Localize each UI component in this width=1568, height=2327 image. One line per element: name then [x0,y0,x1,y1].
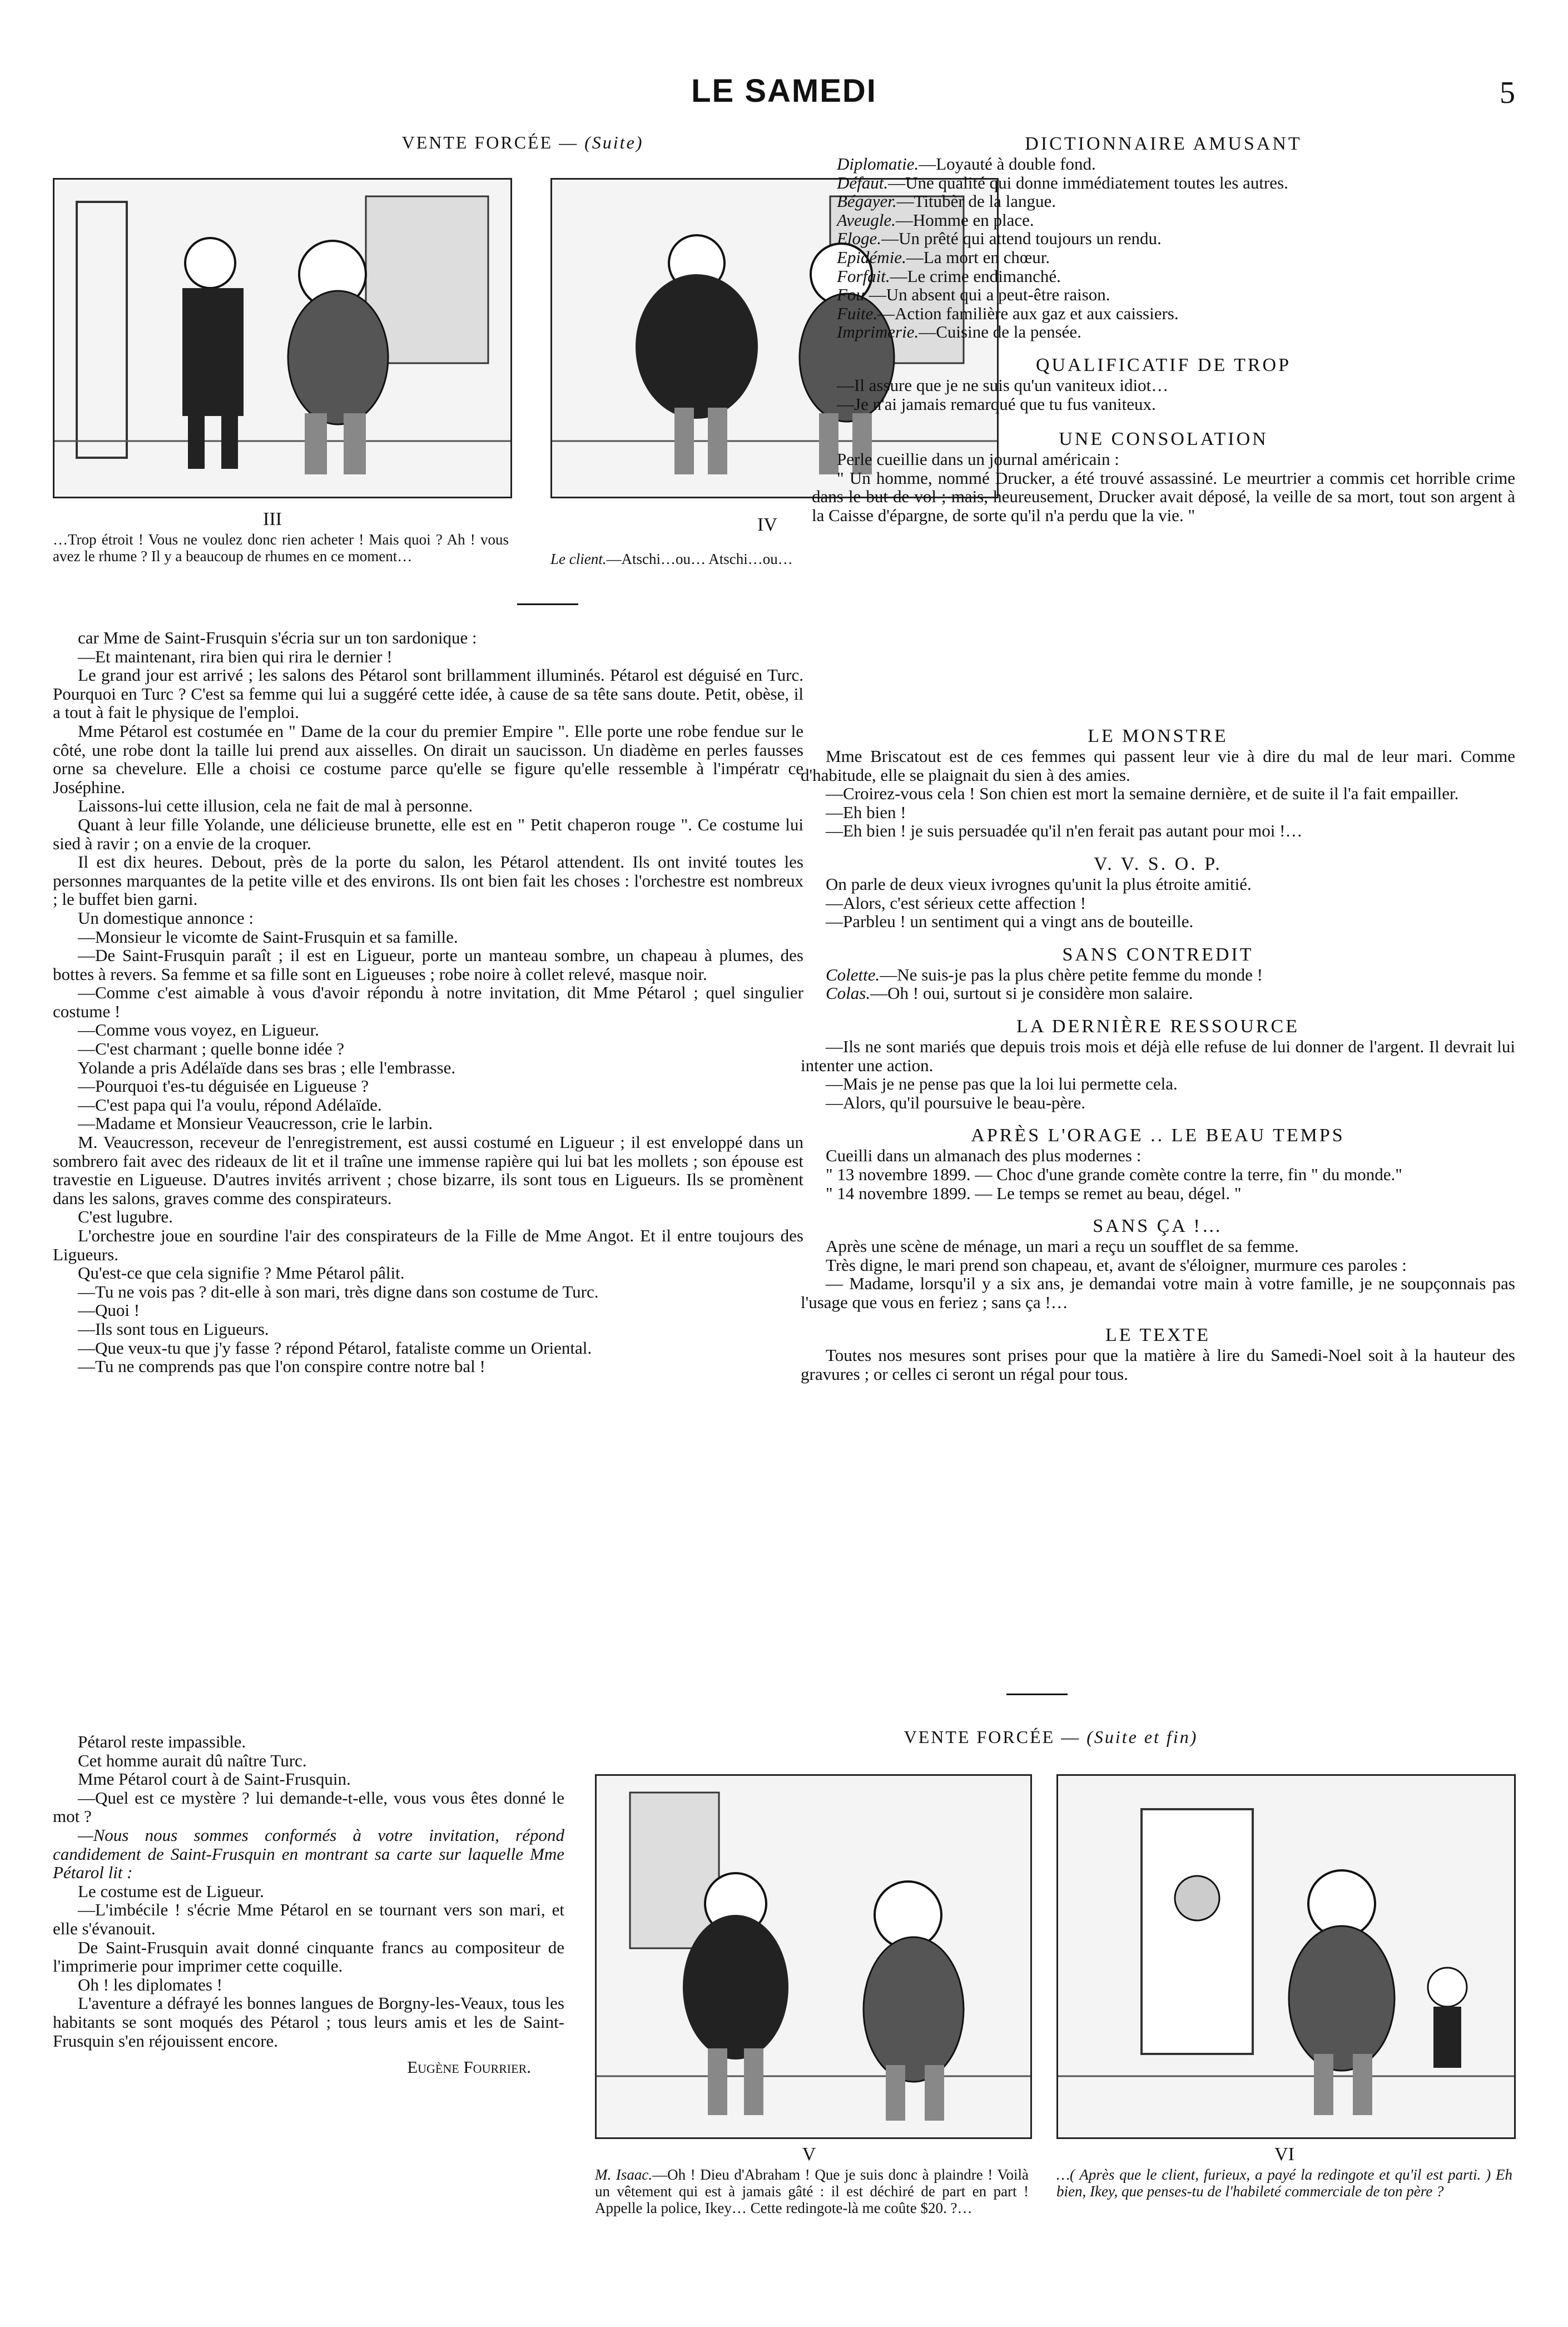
section-title: UNE CONSOLATION [1059,429,1268,450]
panel-6-number: VI [1274,2144,1294,2165]
story-paragraph: —Et maintenant, rira bien qui rira le dernier ! [78,646,393,666]
dictionary-entry: Forfait.—Le crime endimanché. [837,266,1061,286]
panel-6-caption: …( Après que le client, furieux, a payé la redingote et qu'il est parti. ) Eh bien, Ikey, que penses-tu de l'habileté commerciale de ton père ? [1056,2166,1512,2200]
story-paragraph: Pétarol reste impassible. [78,1732,246,1751]
section-line: " Un homme, nommé Drucker, a été trouvé assassiné. Le meurtrier a commis cet horrible crime dans le but de vol ; mais, heureusement, Drucker avait déposé, la veille de sa mort, tout son argent à la Caisse d'épargne, de sorte qu'il n'a perdu que la vie. " [812,468,1515,525]
dictionary-entry: Eloge.—Un prêté qui attend toujours un rendu. [837,229,1162,249]
story-paragraph: Il est dix heures. Debout, près de la porte du salon, les Pétarol attendent. Ils ont invité toutes les personnes marquantes de la petite ville et des environs. Ils ont bien fait les choses : l'orchestre est nombreux ; le buffet bien garni. [53,852,803,909]
story-paragraph: L'orchestre joue en sourdine l'air des conspirateurs de la Fille de Mme Angot. Et il entre toujours des Ligueurs. [53,1226,803,1264]
section-title: SANS ÇA !… [1093,1216,1223,1237]
panel-5-caption: M. Isaac.—Oh ! Dieu d'Abraham ! Que je suis donc à plaindre ! Voilà un vêtement qui est à jamais gâté : il est déchiré de part en part ! Appelle la police, Ikey… Cette redingote-là me coûte $20. ?… [595,2166,1029,2216]
section-line: Colas.—Oh ! oui, surtout si je considère mon salaire. [826,983,1193,1003]
cartoon-illustration [54,180,510,497]
cartoon-illustration [1058,1776,1514,2137]
section-line: — Madame, lorsqu'il y a six ans, je demandai votre main à votre famille, je ne soupçonnais pas l'usage que vous en feriez ; sans ça !… [801,1274,1515,1312]
story-paragraph: —Nous nous sommes conformés à votre invitation, répond candidement de Saint-Frusquin en montrant sa carte sur laquelle Mme Pétarol lit : [53,1825,564,1883]
section-line: —Il assure que je ne suis qu'un vaniteux idiot… [837,375,1169,395]
story-paragraph: —Tu ne comprends pas que l'on conspire contre notre bal ! [78,1356,485,1377]
section-line: —Je n'ai jamais remarqué que tu fus vaniteux. [837,394,1156,414]
dictionary-entry: Aveugle.—Homme en place. [837,210,1034,230]
section-line: —Eh bien ! je suis persuadée qu'il n'en ferait pas autant pour moi !… [826,821,1303,841]
section-title: LE TEXTE [1105,1325,1211,1346]
section-title: V. V. S. O. P. [1094,853,1222,874]
section-line: On parle de deux vieux ivrognes qu'unit la plus étroite amitié. [826,874,1252,894]
section-line: —Croirez-vous cela ! Son chien est mort la semaine dernière, et de suite il l'a fait empailler. [826,784,1459,804]
section-line: —Alors, c'est sérieux cette affection ! [826,893,1086,913]
story-paragraph: —Comme c'est aimable à vous d'avoir répondu à notre invitation, dit Mme Pétarol ; quel singulier costume ! [53,983,803,1021]
divider [517,603,578,605]
section-line: " 13 novembre 1899. — Choc d'une grande comète contre la terre, fin " du monde." [826,1164,1402,1184]
dictionary-entry: Bégayer.—Titubèr de la langue. [837,191,1056,211]
story-paragraph: —Tu ne vois pas ? dit-elle à son mari, très digne dans son costume de Turc. [78,1281,599,1301]
story-paragraph: M. Veaucresson, receveur de l'enregistrement, est aussi costumé en Ligueur ; il est enveloppé dans un sombrero fait avec des rideaux de lit et il traîne une immense rapière qui lui bat les mollets ; son épouse est travestie en Ligueuse. D'autres invités arrivent ; chose bizarre, ils sont tous en Ligueurs. Ils se promènent dans les salons, graves comme des conspirateurs. [53,1132,803,1208]
story-paragraph: Un domestique annonce : [78,908,254,928]
story-paragraph: —Pourquoi t'es-tu déguisée en Ligueuse ? [78,1076,369,1096]
section-line: Cueilli dans un almanach des plus modernes : [826,1146,1142,1166]
bottom-cartoon-title: VENTE FORCÉE — (Suite et fin) [904,1727,1198,1747]
section-title: QUALIFICATIF DE TROP [1035,354,1292,375]
section-title: APRÈS L'ORAGE .. LE BEAU TEMPS [971,1125,1345,1146]
story-column-narrow [53,1732,564,2077]
section-line: —Parbleu ! un sentiment qui a vingt ans de bouteille. [826,912,1194,932]
dictionary-entry: Fou.—Un absent qui a peut-être raison. [837,285,1110,305]
section-title: DICTIONNAIRE AMUSANT [1025,133,1302,154]
story-paragraph: Mme Pétarol est costumée en " Dame de la cour du premier Empire ". Elle porte une robe fendue sur le côté, une robe dont la taille lui prend aux aisselles. On dirait un saucisson. Un diadème en perles fausses orne sa chevelure. Elle a choisi ce costume parce qu'elle se figure qu'elle ressemble à l'impératr ce Joséphine. [53,721,803,797]
panel-4-number: IV [757,514,777,535]
story-paragraph: —De Saint-Frusquin paraît ; il est en Ligueur, porte un manteau sombre, un chapeau à plumes, des bottes à revers. Sa femme et sa fille sont en Ligueuses ; robe noire à collet relevé, masque noir. [53,945,803,984]
story-paragraph: —C'est papa qui l'a voulu, répond Adélaïde. [78,1095,382,1115]
dictionary-entry: Diplomatie.—Loyauté à double fond. [837,154,1096,174]
story-paragraph: Qu'est-ce que cela signifie ? Mme Pétarol pâlit. [78,1263,405,1283]
story-paragraph: —Madame et Monsieur Veaucresson, crie le larbin. [78,1113,433,1133]
section-line: Très digne, le mari prend son chapeau, et, avant de s'éloigner, murmure ces paroles : [826,1255,1407,1275]
dictionary-entry: Imprimerie.—Cuisine de la pensée. [837,322,1081,342]
story-paragraph: De Saint-Frusquin avait donné cinquante francs au compositeur de l'imprimerie pour imprimer cette coquille. [53,1937,564,1976]
story-paragraph: —C'est charmant ; quelle bonne idée ? [78,1039,345,1059]
cartoon-panel-6 [1056,1774,1516,2139]
section-line: Après une scène de ménage, un mari a reçu un soufflet de sa femme. [826,1236,1299,1256]
top-cartoon-title: VENTE FORCÉE — (Suite) [401,132,644,152]
story-paragraph: Mme Pétarol court à de Saint-Frusquin. [78,1769,351,1789]
story-paragraph: —Que veux-tu que j'y fasse ? répond Pétarol, fataliste comme un Oriental. [78,1338,592,1358]
cartoon-panel-3 [53,178,512,498]
story-paragraph: Quant à leur fille Yolande, une délicieuse brunette, elle est en " Petit chaperon rouge ". Ce costume lui sied à ravir ; on a envie de la croquer. [53,814,803,853]
story-paragraph: —Quel est ce mystère ? lui demande-t-elle, vous vous êtes donné le mot ? [53,1788,564,1826]
right-column-wide [801,726,1515,1384]
story-paragraph: Cet homme aurait dû naître Turc. [78,1750,307,1770]
story-paragraph: —Ils sont tous en Ligueurs. [78,1319,269,1339]
story-paragraph: Le grand jour est arrivé ; les salons des Pétarol sont brillamment illuminés. Pétarol est déguisé en Turc. Pourquoi en Turc ? C'est sa femme qui lui a suggéré cette idée, à cause de sa tête sans doute. Petit, obèse, il a tout à fait le physique de l'emploi. [53,665,803,722]
section-title: SANS CONTREDIT [1062,944,1254,965]
story-paragraph: car Mme de Saint-Frusquin s'écria sur un ton sardonique : [78,628,477,647]
divider [1006,1694,1068,1695]
story-paragraph: —Monsieur le vicomte de Saint-Frusquin et sa famille. [78,927,458,947]
story-paragraph: —Quoi ! [78,1300,140,1320]
story-paragraph: Oh ! les diplomates ! [78,1974,223,1994]
section-line: " 14 novembre 1899. — Le temps se remet au beau, dégel. " [826,1183,1242,1203]
story-paragraph: Le costume est de Ligueur. [78,1881,264,1901]
story-paragraph: C'est lugubre. [78,1207,173,1227]
section-title: LA DERNIÈRE RESSOURCE [1016,1016,1300,1037]
story-paragraph: —Comme vous voyez, en Ligueur. [78,1020,319,1040]
page-number: 5 [1500,76,1515,110]
story-column [53,628,803,1376]
story-paragraph: Laissons-lui cette illusion, cela ne fait de mal à personne. [78,796,473,816]
story-paragraph: —L'imbécile ! s'écrie Mme Pétarol en se tournant vers son mari, et elle s'évanouit. [53,1900,564,1938]
right-column [812,133,1515,525]
dictionary-entry: Fuite.—Action familière aux gaz et aux caissiers. [837,303,1179,323]
story-signature: Eugène Fourrier. [407,2057,531,2077]
section-line: Colette.—Ne suis-je pas la plus chère petite femme du monde ! [826,964,1263,984]
panel-5-number: V [802,2144,816,2165]
cartoon-illustration [597,1776,1030,2137]
section-line: Toutes nos mesures sont prises pour que la matière à lire du Samedi-Noel soit à la hauteur des gravures ; or celles ci seront un régal pour tous. [801,1345,1515,1384]
section-line: —Ils ne sont mariés que depuis trois mois et déjà elle refuse de lui donner de l'argent. Il devrait lui intenter une action. [801,1036,1515,1075]
dictionary-entry: Défaut.—Une qualité qui donne immédiatement toutes les autres. [837,172,1288,192]
page-title: LE SAMEDI [691,73,877,109]
panel-3-caption: …Trop étroit ! Vous ne voulez donc rien acheter ! Mais quoi ? Ah ! vous avez le rhume ? Il y a beaucoup de rhumes en ce moment… [53,531,509,565]
section-line: —Mais je ne pense pas que la loi lui permette cela. [826,1074,1178,1094]
story-paragraph: Yolande a pris Adélaïde dans ses bras ; elle l'embrasse. [78,1057,456,1077]
section-line: Mme Briscatout est de ces femmes qui passent leur vie à dire du mal de leur mari. Comme d'habitude, elle se plaignait du sien à des amies. [801,746,1515,785]
section-title: LE MONSTRE [1088,726,1228,746]
section-line: —Alors, qu'il poursuive le beau-père. [826,1092,1086,1112]
panel-3-number: III [263,509,282,529]
section-line: —Eh bien ! [826,802,906,822]
dictionary-entry: Epidémie.—La mort en chœur. [837,247,1050,267]
section-line: Perle cueillie dans un journal américain : [837,449,1119,469]
story-paragraph: L'aventure a défrayé les bonnes langues de Borgny-les-Veaux, tous les habitants se sont moqués des Pétarol ; tous leurs amis et les de Saint-Frusquin s'en réjouissent encore. [53,1993,564,2051]
cartoon-panel-5 [595,1774,1032,2139]
panel-4-caption: Le client.—Atschi…ou… Atschi…ou… [550,551,793,567]
